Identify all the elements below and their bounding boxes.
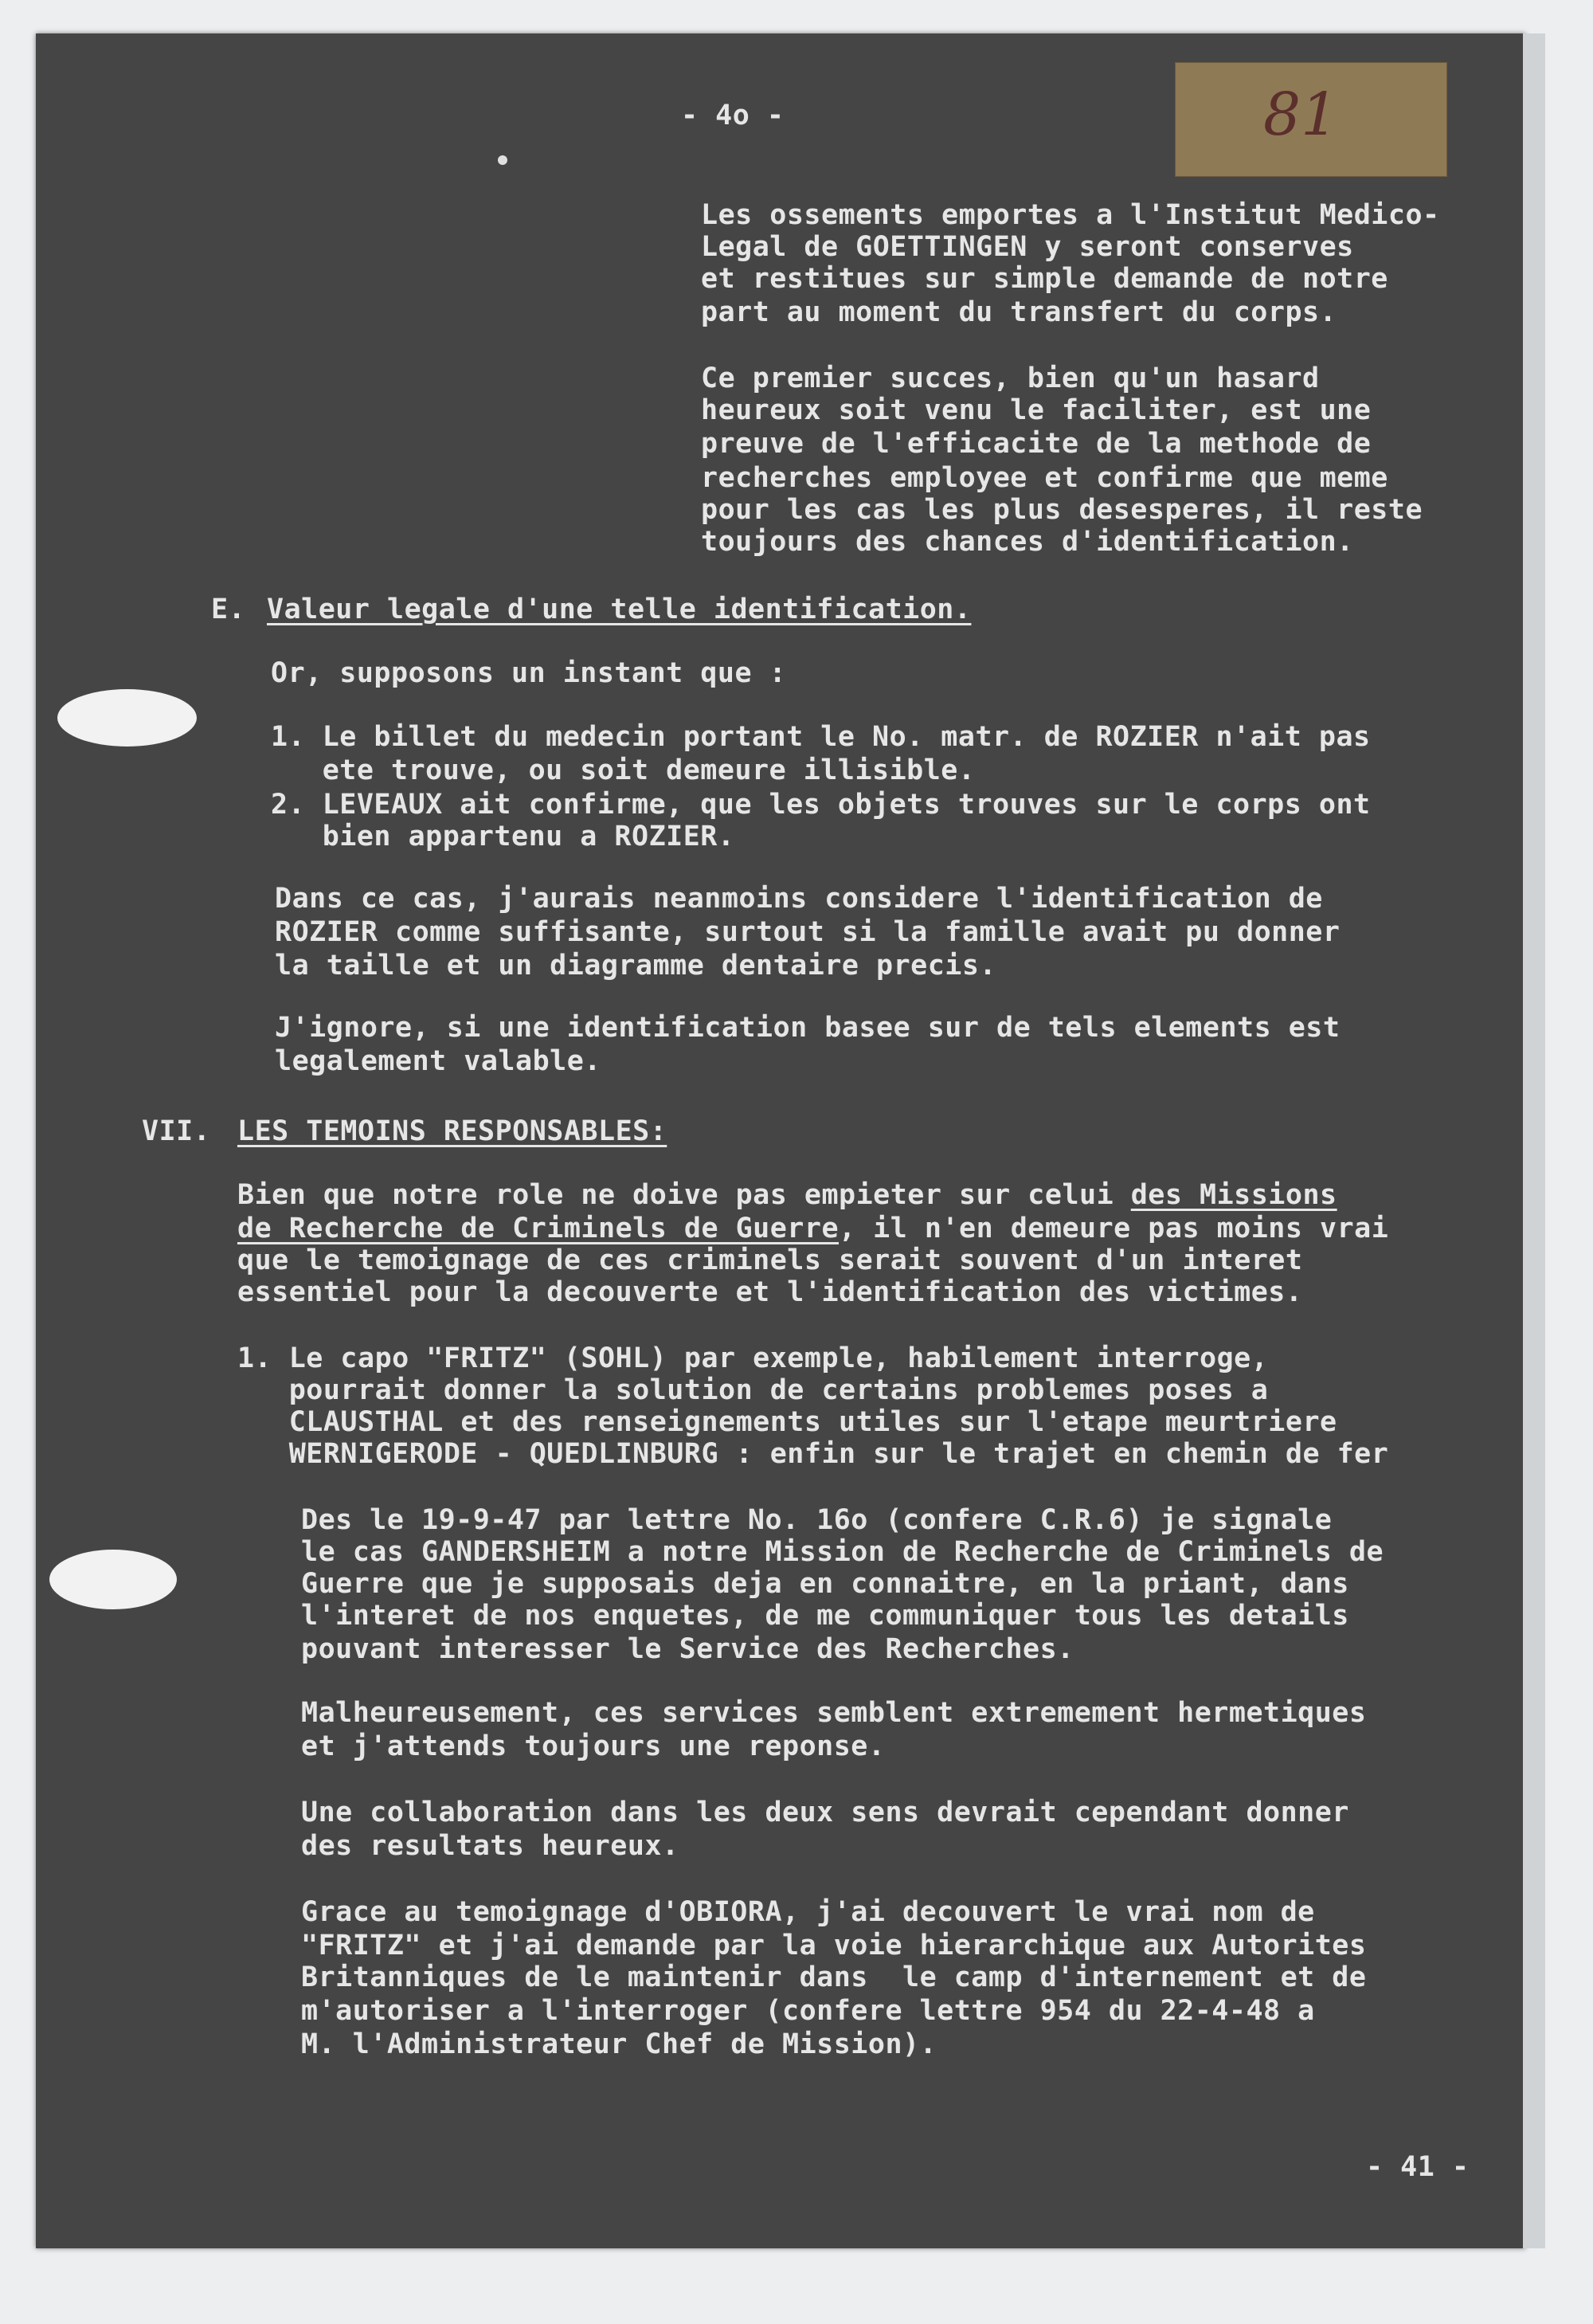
text-line: Grace au temoignage d'OBIORA, j'ai decouvert le vrai nom de — [301, 1896, 1315, 1928]
list-item: 2. LEVEAUX ait confirme, que les objets trouves sur le corps ont — [271, 789, 1371, 821]
text-line: Britanniques de le maintenir dans le camp d'internement et de — [301, 1961, 1367, 1993]
text-line: toujours des chances d'identification. — [701, 526, 1354, 558]
text-line: Une collaboration dans les deux sens devrait cependant donner — [301, 1797, 1349, 1828]
text-line: Les ossements emportes a l'Institut Medico- — [701, 199, 1440, 231]
text-line: que le temoignage de ces criminels serait souvent d'un interet — [237, 1244, 1303, 1276]
text-line: part au moment du transfert du corps. — [701, 296, 1337, 328]
section-title: LES TEMOINS RESPONSABLES: — [237, 1115, 667, 1147]
text-line: Or, supposons un instant que : — [271, 657, 787, 689]
text-line: preuve de l'efficacite de la methode de — [701, 428, 1372, 460]
text-line: et restitues sur simple demande de notre — [701, 263, 1388, 295]
text-line: pour les cas les plus desesperes, il reste — [701, 494, 1423, 526]
list-item: WERNIGERODE - QUEDLINBURG : enfin sur le trajet en chemin de fer — [237, 1438, 1389, 1470]
list-item: 1. Le billet du medecin portant le No. matr. de ROZIER n'ait pas — [271, 721, 1371, 753]
text-line — [237, 1179, 1337, 1212]
stamp-number: 81 — [1263, 80, 1339, 149]
text-line: "FRITZ" et j'ai demande par la voie hierarchique aux Autorites — [301, 1930, 1367, 1961]
text-line: des resultats heureux. — [301, 1830, 679, 1862]
text-line: Ce premier succes, bien qu'un hasard — [701, 363, 1320, 394]
text-line: legalement valable. — [275, 1045, 601, 1077]
underlined-text: de Recherche de Criminels de Guerre — [237, 1213, 840, 1244]
underlined-text: des Missions — [1130, 1179, 1337, 1211]
list-item: bien appartenu a ROZIER. — [271, 821, 735, 852]
text-line: recherches employee et confirme que meme — [701, 462, 1388, 494]
text-line: M. l'Administrateur Chef de Mission). — [301, 2028, 937, 2060]
text-line: Dans ce cas, j'aurais neanmoins considere l'identification de — [275, 883, 1323, 915]
list-item: 1. Le capo "FRITZ" (SOHL) par exemple, habilement interroge, — [237, 1342, 1269, 1374]
text-line: Malheureusement, ces services semblent extremement hermetiques — [301, 1697, 1367, 1729]
text-line: J'ignore, si une identification basee sur de tels elements est — [275, 1012, 1341, 1044]
text-line: la taille et un diagramme dentaire precis. — [275, 950, 997, 982]
list-item: pourrait donner la solution de certains problemes poses a — [237, 1374, 1269, 1406]
text-line: Guerre que je supposais deja en connaitre, en la priant, dans — [301, 1568, 1349, 1600]
text-line: essentiel pour la decouverte et l'identification des victimes. — [237, 1276, 1303, 1308]
punch-hole-top — [57, 689, 197, 747]
text-span: , il n'en demeure pas moins vrai — [839, 1213, 1389, 1244]
text-line: ROZIER comme suffisante, surtout si la famille avait pu donner — [275, 916, 1341, 948]
paper-speck — [498, 155, 507, 165]
page-number-top: - 4o - — [681, 100, 785, 131]
archive-stamp — [1175, 62, 1447, 177]
section-title: Valeur legale d'une telle identification. — [267, 594, 972, 625]
text-line: m'autoriser a l'interroger (confere lettre 954 du 22-4-48 a — [301, 1995, 1315, 2027]
text-line: et j'attends toujours une reponse. — [301, 1730, 886, 1762]
text-span: Bien que notre role ne doive pas empieter sur celui — [237, 1179, 1131, 1211]
page-number-bottom: - 41 - — [1366, 2151, 1470, 2183]
text-line: Legal de GOETTINGEN y seront conserves — [701, 231, 1354, 263]
text-line: l'interet de nos enquetes, de me communiquer tous les details — [301, 1600, 1349, 1632]
text-line — [237, 1213, 1388, 1245]
list-item: ete trouve, ou soit demeure illisible. — [271, 754, 976, 786]
page-edge — [1523, 33, 1545, 2248]
section-numeral: VII. — [142, 1115, 211, 1147]
text-line: le cas GANDERSHEIM a notre Mission de Recherche de Criminels de — [301, 1536, 1384, 1568]
text-line: heureux soit venu le faciliter, est une — [701, 394, 1372, 426]
punch-hole-bottom — [49, 1550, 177, 1609]
section-letter: E. — [211, 594, 246, 625]
list-item: CLAUSTHAL et des renseignements utiles sur l'etape meurtriere — [237, 1406, 1337, 1438]
text-line: pouvant interesser le Service des Recherches. — [301, 1633, 1074, 1665]
text-line: Des le 19-9-47 par lettre No. 16o (confere C.R.6) je signale — [301, 1504, 1333, 1536]
